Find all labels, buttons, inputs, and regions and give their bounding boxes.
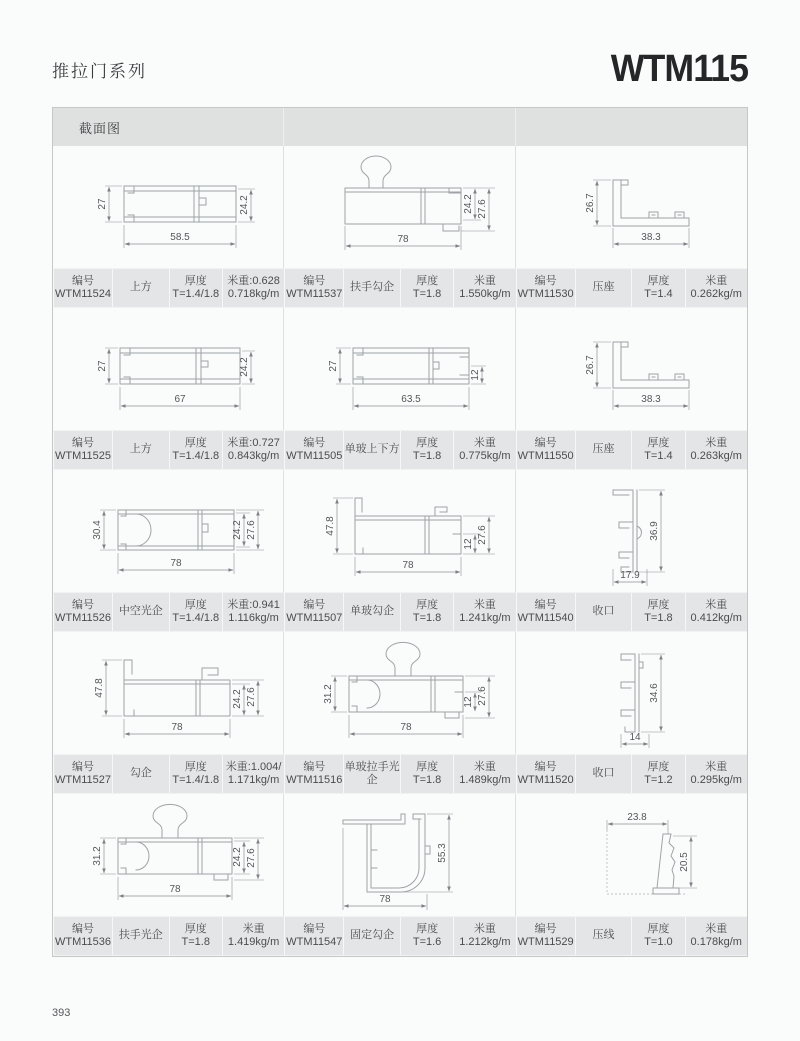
dim-label: 12 xyxy=(470,369,481,381)
diagram-cell xyxy=(284,308,515,430)
weight-value: 1.116kg/m xyxy=(228,612,279,624)
code-value: WTM11529 xyxy=(517,936,574,948)
profile-name-cell: 压座 xyxy=(575,269,632,307)
dimensions xyxy=(94,660,264,738)
section-diagram-wtm11540 xyxy=(516,470,747,592)
thickness-cell xyxy=(400,755,453,793)
profile-shape xyxy=(621,654,643,732)
weight-cell xyxy=(222,755,284,793)
weight-label: 米重 xyxy=(473,598,496,611)
dim-label: 78 xyxy=(169,884,181,895)
diagram-cell xyxy=(53,794,284,916)
info-group xyxy=(53,431,284,469)
code-cell xyxy=(516,593,575,631)
info-group xyxy=(284,917,515,955)
profile-shape xyxy=(613,342,689,388)
weight-cell xyxy=(222,593,284,631)
weight-label: 米重:0.628 xyxy=(227,274,280,287)
dim-label: 24.2 xyxy=(231,847,243,867)
weight-value: 1.212kg/m xyxy=(459,936,511,948)
code-cell xyxy=(284,755,343,793)
dim-label: 27.6 xyxy=(245,687,257,707)
code-label: 编号 xyxy=(303,274,326,287)
code-value: WTM11516 xyxy=(286,774,343,786)
thickness-value: T=1.4/1.8 xyxy=(172,774,220,786)
dim-label: 24.2 xyxy=(238,195,250,215)
dim-label: 31.2 xyxy=(91,846,103,866)
diagram-row xyxy=(53,470,747,592)
weight-value: 0.178kg/m xyxy=(690,936,742,948)
section-diagram-wtm11536 xyxy=(53,794,284,916)
profile-name-cell: 扶手光企 xyxy=(112,917,169,955)
weight-value: 1.419kg/m xyxy=(227,936,280,948)
dim-label: 38.3 xyxy=(641,232,661,243)
profile-shape xyxy=(349,642,463,718)
weight-cell xyxy=(685,755,747,793)
profile-shape xyxy=(353,348,469,384)
code-value: WTM11540 xyxy=(517,612,574,624)
thickness-cell xyxy=(631,269,684,307)
weight-label: 米重 xyxy=(705,274,728,287)
info-row xyxy=(53,754,747,794)
code-label: 编号 xyxy=(71,598,94,611)
code-cell xyxy=(53,431,112,469)
weight-label: 米重 xyxy=(705,922,728,935)
code-value: WTM11527 xyxy=(54,774,112,786)
weight-cell xyxy=(222,269,284,307)
dimensions xyxy=(325,498,495,576)
weight-value: 0.295kg/m xyxy=(690,774,742,786)
weight-label: 米重 xyxy=(705,760,728,773)
dim-label: 27.6 xyxy=(477,686,488,706)
thickness-cell xyxy=(169,269,222,307)
code-label: 编号 xyxy=(303,922,326,935)
diagram-cell xyxy=(516,308,747,430)
series-title: 推拉门系列 xyxy=(52,62,147,81)
weight-value: 1.489kg/m xyxy=(459,774,511,786)
weight-label: 米重:0.727 xyxy=(227,436,280,449)
thickness-label: 厚度 xyxy=(184,760,207,773)
weight-cell xyxy=(453,269,515,307)
thickness-cell xyxy=(400,269,453,307)
weight-label: 米重:1.004/ xyxy=(225,760,282,773)
thickness-cell xyxy=(631,755,684,793)
weight-label: 米重 xyxy=(473,760,496,773)
code-label: 编号 xyxy=(71,922,94,935)
profile-name-cell: 压座 xyxy=(575,431,632,469)
dim-label: 24.2 xyxy=(231,689,243,709)
dim-label: 30.4 xyxy=(91,520,103,540)
weight-value: 1.550kg/m xyxy=(459,288,511,300)
code-cell xyxy=(284,593,343,631)
dimensions xyxy=(585,180,689,248)
thickness-value: T=1.8 xyxy=(412,450,442,462)
dim-label: 55.3 xyxy=(437,843,448,863)
section-diagram-wtm11520 xyxy=(516,632,747,754)
thickness-label: 厚度 xyxy=(647,598,670,611)
code-label: 编号 xyxy=(534,760,557,773)
weight-value: 1.241kg/m xyxy=(459,612,511,624)
code-cell xyxy=(516,431,575,469)
dim-label: 47.8 xyxy=(325,516,336,536)
dim-label: 47.8 xyxy=(93,678,105,698)
code-label: 编号 xyxy=(71,760,94,773)
dimensions xyxy=(607,812,697,888)
dim-label: 27 xyxy=(328,360,339,372)
table-header-cell: 截面图 xyxy=(53,108,284,146)
profile-name-cell: 单玻上下方 xyxy=(343,431,400,469)
section-diagram-wtm11530 xyxy=(516,146,747,268)
thickness-label: 厚度 xyxy=(416,922,439,935)
weight-label: 米重:0.941 xyxy=(227,598,280,611)
dim-label: 78 xyxy=(397,234,409,245)
table-header-cell xyxy=(516,108,747,146)
dimensions xyxy=(343,814,453,910)
weight-label: 米重 xyxy=(473,436,496,449)
thickness-value: T=1.8 xyxy=(181,936,210,948)
diagram-cell xyxy=(53,470,284,592)
dim-label: 24.2 xyxy=(238,357,250,377)
dim-label: 12 xyxy=(463,538,474,550)
diagram-row xyxy=(53,308,747,430)
weight-cell xyxy=(453,755,515,793)
thickness-label: 厚度 xyxy=(416,598,439,611)
profile-shape xyxy=(613,490,642,572)
thickness-value: T=1.8 xyxy=(412,612,442,624)
info-group xyxy=(53,593,284,631)
model-number: WTM115 xyxy=(610,48,748,90)
weight-cell xyxy=(453,431,515,469)
thickness-cell xyxy=(169,755,222,793)
thickness-label: 厚度 xyxy=(647,760,670,773)
dim-label: 78 xyxy=(400,722,412,733)
profile-shape xyxy=(120,348,240,384)
profile-shape xyxy=(343,814,430,892)
section-diagram-wtm11507 xyxy=(284,470,515,592)
code-value: WTM11537 xyxy=(286,288,343,300)
info-group xyxy=(284,269,515,307)
code-value: WTM11507 xyxy=(286,612,343,624)
thickness-cell xyxy=(400,431,453,469)
section-diagram-wtm11529 xyxy=(516,794,747,916)
thickness-label: 厚度 xyxy=(647,436,670,449)
profile-name-cell: 压线 xyxy=(575,917,632,955)
thickness-label: 厚度 xyxy=(416,274,439,287)
thickness-cell xyxy=(400,917,453,955)
weight-cell xyxy=(685,431,747,469)
dim-label: 27.6 xyxy=(477,525,488,545)
weight-cell xyxy=(222,431,284,469)
thickness-label: 厚度 xyxy=(416,760,439,773)
weight-value: 0.843kg/m xyxy=(227,450,280,462)
diagram-cell xyxy=(284,794,515,916)
info-row xyxy=(53,592,747,632)
diagram-cell xyxy=(284,470,515,592)
profile-name-cell: 勾企 xyxy=(112,755,169,793)
weight-value: 0.263kg/m xyxy=(690,450,742,462)
code-cell xyxy=(516,755,575,793)
profile-shape xyxy=(613,180,689,226)
dim-label: 26.7 xyxy=(584,193,596,213)
page-number: 393 xyxy=(52,1007,71,1019)
dim-label: 78 xyxy=(170,558,182,569)
profile-name-cell: 扶手勾企 xyxy=(343,269,400,307)
code-label: 编号 xyxy=(303,598,326,611)
diagram-cell xyxy=(284,632,515,754)
diagram-cell xyxy=(53,632,284,754)
diagram-cell xyxy=(516,632,747,754)
thickness-label: 厚度 xyxy=(184,436,207,449)
code-label: 编号 xyxy=(534,274,557,287)
dim-label: 24.2 xyxy=(463,194,474,214)
diagram-cell xyxy=(516,794,747,916)
thickness-cell xyxy=(169,593,222,631)
code-label: 编号 xyxy=(303,760,326,773)
section-diagram-wtm11516 xyxy=(284,632,515,754)
code-cell xyxy=(53,593,112,631)
info-group xyxy=(284,431,515,469)
info-group xyxy=(53,269,284,307)
table-header-row xyxy=(53,108,747,146)
dim-label: 17.9 xyxy=(620,570,640,581)
code-value: WTM11525 xyxy=(54,450,112,462)
info-group xyxy=(53,755,284,793)
weight-label: 米重 xyxy=(705,436,728,449)
thickness-label: 厚度 xyxy=(647,922,670,935)
weight-value: 0.718kg/m xyxy=(227,288,280,300)
code-value: WTM11526 xyxy=(54,612,112,624)
profile-name-cell: 收口 xyxy=(575,593,632,631)
section-diagram-wtm11547 xyxy=(284,794,515,916)
dim-label: 20.5 xyxy=(678,852,690,872)
thickness-value: T=1.4 xyxy=(644,450,673,462)
profile-name-cell: 单玻勾企 xyxy=(343,593,400,631)
thickness-cell xyxy=(631,431,684,469)
thickness-value: T=1.8 xyxy=(412,774,442,786)
table-header-cell xyxy=(284,108,515,146)
dim-label: 31.2 xyxy=(323,684,334,704)
section-diagram-wtm11524 xyxy=(53,146,284,268)
dim-label: 12 xyxy=(463,696,474,708)
weight-cell xyxy=(453,593,515,631)
dim-label: 26.7 xyxy=(584,355,596,375)
thickness-cell xyxy=(169,431,222,469)
profile-shape xyxy=(118,804,232,880)
thickness-cell xyxy=(631,917,684,955)
thickness-value: T=1.0 xyxy=(644,936,673,948)
weight-cell xyxy=(222,917,284,955)
dim-label: 14 xyxy=(629,732,641,743)
info-group xyxy=(516,593,747,631)
profile-name-cell: 固定勾企 xyxy=(343,917,400,955)
info-row xyxy=(53,916,747,956)
weight-value: 1.171kg/m xyxy=(227,774,280,786)
thickness-value: T=1.6 xyxy=(412,936,442,948)
weight-cell xyxy=(685,269,747,307)
code-label: 编号 xyxy=(534,922,557,935)
thickness-label: 厚度 xyxy=(184,922,207,935)
thickness-value: T=1.2 xyxy=(644,774,673,786)
diagram-cell xyxy=(516,146,747,268)
dim-label: 24.2 xyxy=(231,520,243,540)
profile-shape xyxy=(124,186,236,222)
thickness-value: T=1.8 xyxy=(644,612,673,624)
code-label: 编号 xyxy=(303,436,326,449)
weight-label: 米重 xyxy=(473,922,496,935)
weight-value: 0.775kg/m xyxy=(459,450,511,462)
code-cell xyxy=(53,755,112,793)
weight-label: 米重 xyxy=(473,274,496,287)
diagram-cell xyxy=(53,146,284,268)
info-group xyxy=(53,917,284,955)
page-header xyxy=(52,40,748,88)
dim-label: 36.9 xyxy=(648,521,660,541)
section-diagram-wtm11527 xyxy=(53,632,284,754)
code-cell xyxy=(53,917,112,955)
thickness-label: 厚度 xyxy=(184,274,207,287)
thickness-value: T=1.4/1.8 xyxy=(172,612,220,624)
dim-label: 78 xyxy=(379,894,391,905)
info-row xyxy=(53,268,747,308)
code-value: WTM11547 xyxy=(286,936,343,948)
profile-shape xyxy=(355,498,461,554)
profile-table xyxy=(52,107,748,957)
profile-shape xyxy=(345,156,461,231)
code-cell xyxy=(284,269,343,307)
dim-label: 34.6 xyxy=(648,683,660,703)
code-cell xyxy=(516,269,575,307)
profile-shape xyxy=(607,830,685,894)
weight-cell xyxy=(685,593,747,631)
dim-label: 27 xyxy=(96,198,108,210)
code-label: 编号 xyxy=(534,436,557,449)
section-diagram-wtm11550 xyxy=(516,308,747,430)
info-group xyxy=(516,269,747,307)
dimensions xyxy=(585,342,689,410)
info-group xyxy=(516,431,747,469)
thickness-label: 厚度 xyxy=(184,598,207,611)
thickness-cell xyxy=(631,593,684,631)
thickness-cell xyxy=(169,917,222,955)
section-diagram-wtm11537 xyxy=(284,146,515,268)
thickness-value: T=1.8 xyxy=(412,288,442,300)
info-group xyxy=(516,917,747,955)
profile-shape xyxy=(124,660,230,716)
diagram-cell xyxy=(284,146,515,268)
code-value: WTM11536 xyxy=(54,936,112,948)
weight-label: 米重 xyxy=(242,922,265,935)
weight-cell xyxy=(685,917,747,955)
code-cell xyxy=(516,917,575,955)
code-value: WTM11505 xyxy=(286,450,343,462)
code-value: WTM11530 xyxy=(517,288,574,300)
thickness-cell xyxy=(400,593,453,631)
code-cell xyxy=(284,917,343,955)
diagram-row xyxy=(53,632,747,754)
dim-label: 27.6 xyxy=(245,520,257,540)
thickness-label: 厚度 xyxy=(647,274,670,287)
profile-name-cell: 收口 xyxy=(575,755,632,793)
profile-name-cell: 上方 xyxy=(112,269,169,307)
profile-name-cell: 中空光企 xyxy=(112,593,169,631)
diagram-cell xyxy=(53,308,284,430)
dim-label: 67 xyxy=(174,394,186,405)
weight-cell xyxy=(453,917,515,955)
dim-label: 63.5 xyxy=(401,394,421,405)
info-group xyxy=(516,755,747,793)
dim-label: 27.6 xyxy=(245,848,257,868)
thickness-value: T=1.4/1.8 xyxy=(172,288,220,300)
thickness-value: T=1.4 xyxy=(644,288,673,300)
info-group xyxy=(284,593,515,631)
dim-label: 27 xyxy=(96,360,108,372)
thickness-label: 厚度 xyxy=(416,436,439,449)
dimensions xyxy=(345,188,495,250)
diagram-cell xyxy=(516,470,747,592)
code-value: WTM11524 xyxy=(54,288,112,300)
code-value: WTM11520 xyxy=(517,774,574,786)
section-diagram-wtm11525 xyxy=(53,308,284,430)
dim-label: 38.3 xyxy=(641,394,661,405)
dim-label: 78 xyxy=(171,722,183,733)
info-row xyxy=(53,430,747,470)
diagram-row xyxy=(53,794,747,916)
dim-label: 58.5 xyxy=(169,232,190,243)
code-value: WTM11550 xyxy=(517,450,574,462)
weight-value: 0.412kg/m xyxy=(690,612,742,624)
profile-shape xyxy=(118,510,234,550)
diagram-row xyxy=(53,146,747,268)
code-label: 编号 xyxy=(71,436,94,449)
section-diagram-wtm11526 xyxy=(53,470,284,592)
thickness-value: T=1.4/1.8 xyxy=(172,450,220,462)
code-label: 编号 xyxy=(71,274,94,287)
dim-label: 27.6 xyxy=(477,199,488,219)
weight-label: 米重 xyxy=(705,598,728,611)
code-cell xyxy=(53,269,112,307)
info-group xyxy=(284,755,515,793)
section-diagram-wtm11505 xyxy=(284,308,515,430)
profile-name-cell: 单玻拉手光企 xyxy=(343,755,400,793)
profile-name-cell: 上方 xyxy=(112,431,169,469)
code-cell xyxy=(284,431,343,469)
code-label: 编号 xyxy=(534,598,557,611)
dim-label: 78 xyxy=(402,560,414,571)
dim-label: 23.8 xyxy=(627,812,647,823)
weight-value: 0.262kg/m xyxy=(690,288,742,300)
